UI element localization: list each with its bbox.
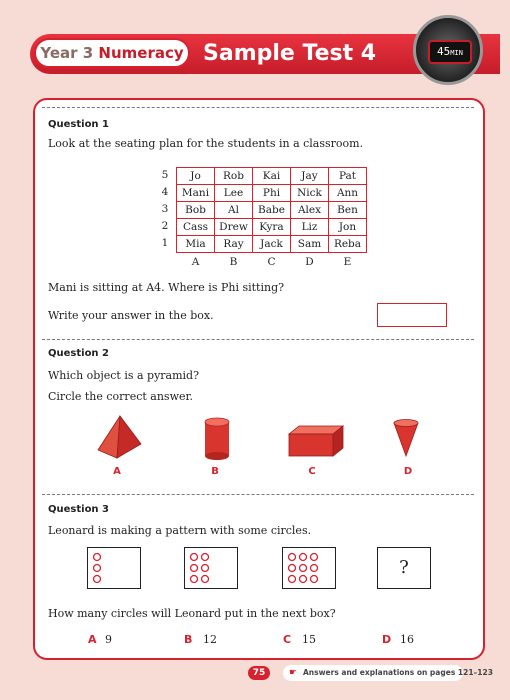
table-cell: Drew — [215, 219, 253, 236]
table-cell: Jo — [177, 168, 215, 185]
pattern-circle — [311, 576, 318, 583]
timer-value: 45 — [437, 45, 451, 58]
timer-unit: MIN — [450, 49, 463, 57]
option-a-letter[interactable]: A — [88, 633, 97, 646]
pattern-box-2-circles — [184, 547, 238, 589]
row-label: 1 — [161, 237, 169, 249]
table-cell: Jon — [329, 219, 367, 236]
pattern-circle — [300, 565, 307, 572]
table-cell: Liz — [291, 219, 329, 236]
table-cell: Sam — [291, 236, 329, 253]
column-label: E — [343, 256, 352, 268]
column-label: C — [267, 256, 276, 268]
table-cell: Babe — [253, 202, 291, 219]
pattern-circle — [191, 565, 198, 572]
table-cell: Rob — [215, 168, 253, 185]
table-cell: Nick — [291, 185, 329, 202]
table-cell: Al — [215, 202, 253, 219]
option-d-letter[interactable]: D — [382, 633, 392, 646]
table-cell: Reba — [329, 236, 367, 253]
page-title: Sample Test 4 — [203, 41, 377, 66]
rectangular-prism-icon[interactable] — [287, 424, 345, 460]
timer-icon — [413, 15, 483, 85]
column-label: B — [229, 256, 238, 268]
option-d-label[interactable]: D — [403, 466, 413, 477]
column-label: A — [191, 256, 200, 268]
question-3-title: Question 3 — [48, 504, 109, 515]
option-b-label[interactable]: B — [211, 466, 219, 477]
row-label: 3 — [161, 203, 169, 215]
pattern-circle — [191, 554, 198, 561]
pattern-circle — [191, 576, 198, 583]
option-b-letter[interactable]: B — [184, 633, 193, 646]
table-cell: Alex — [291, 202, 329, 219]
question-2-instruction: Circle the correct answer. — [48, 390, 194, 403]
table-row — [177, 185, 367, 202]
question-1-instruction: Write your answer in the box. — [48, 309, 214, 322]
year-subject-badge — [34, 38, 190, 68]
table-cell: Ben — [329, 202, 367, 219]
question-1-question: Mani is sitting at A4. Where is Phi sitting? — [48, 281, 285, 294]
question-3-question: How many circles will Leonard put in the next box? — [48, 607, 336, 620]
table-row — [177, 219, 367, 236]
section-divider — [42, 107, 474, 108]
year-label: Year 3 — [40, 44, 94, 62]
row-label: 4 — [161, 186, 169, 198]
pattern-circle — [94, 576, 101, 583]
subject-label: Numeracy — [98, 44, 184, 62]
pointing-hand-icon: ☛ — [289, 668, 298, 678]
pattern-circle — [202, 576, 209, 583]
pattern-box-1-circles — [87, 547, 141, 589]
answers-reference — [283, 665, 493, 681]
option-b-value[interactable]: 12 — [203, 633, 217, 646]
seating-plan-table — [176, 167, 367, 253]
pattern-box-unknown: ? — [377, 547, 431, 589]
pattern-circle — [202, 554, 209, 561]
table-row — [177, 168, 367, 185]
pattern-circle — [289, 576, 296, 583]
option-a-value[interactable]: 9 — [105, 633, 112, 646]
answers-reference-text: Answers and explanations on pages 121–123 — [303, 668, 493, 677]
table-cell: Phi — [253, 185, 291, 202]
table-cell: Bob — [177, 202, 215, 219]
table-cell: Kai — [253, 168, 291, 185]
pattern-circle — [289, 565, 296, 572]
section-divider — [42, 339, 474, 340]
table-cell: Mia — [177, 236, 215, 253]
pattern-circle — [300, 576, 307, 583]
question-3-prompt: Leonard is making a pattern with some circles. — [48, 524, 312, 537]
table-cell: Cass — [177, 219, 215, 236]
pattern-circle — [300, 554, 307, 561]
question-1-title: Question 1 — [48, 119, 109, 130]
row-label: 2 — [161, 220, 169, 232]
table-cell: Lee — [215, 185, 253, 202]
timer-display — [428, 40, 472, 64]
question-1-prompt: Look at the seating plan for the students in a classroom. — [48, 137, 364, 150]
cylinder-icon[interactable] — [203, 416, 233, 462]
table-cell: Pat — [329, 168, 367, 185]
option-d-value[interactable]: 16 — [400, 633, 414, 646]
pattern-circle — [311, 554, 318, 561]
option-c-value[interactable]: 15 — [302, 633, 316, 646]
page-number: 75 — [248, 666, 270, 680]
table-cell: Jay — [291, 168, 329, 185]
table-cell: Jack — [253, 236, 291, 253]
pattern-circle — [94, 565, 101, 572]
table-cell: Ray — [215, 236, 253, 253]
option-c-letter[interactable]: C — [283, 633, 292, 646]
table-cell: Ann — [329, 185, 367, 202]
pattern-circle — [94, 554, 101, 561]
pattern-circle — [202, 565, 209, 572]
answer-input-box[interactable] — [377, 303, 447, 327]
table-cell: Kyra — [253, 219, 291, 236]
section-divider — [42, 494, 474, 495]
option-a-label[interactable]: A — [113, 466, 121, 477]
question-2-prompt: Which object is a pyramid? — [48, 369, 199, 382]
row-label: 5 — [161, 169, 169, 181]
pyramid-icon[interactable] — [95, 414, 145, 460]
column-label: D — [305, 256, 314, 268]
pattern-box-3-circles — [282, 547, 336, 589]
cone-icon[interactable] — [391, 418, 421, 460]
question-2-title: Question 2 — [48, 348, 109, 359]
table-row — [177, 236, 367, 253]
option-c-label[interactable]: C — [308, 466, 316, 477]
pattern-circle — [311, 565, 318, 572]
table-cell: Mani — [177, 185, 215, 202]
pattern-circle — [289, 554, 296, 561]
table-row — [177, 202, 367, 219]
